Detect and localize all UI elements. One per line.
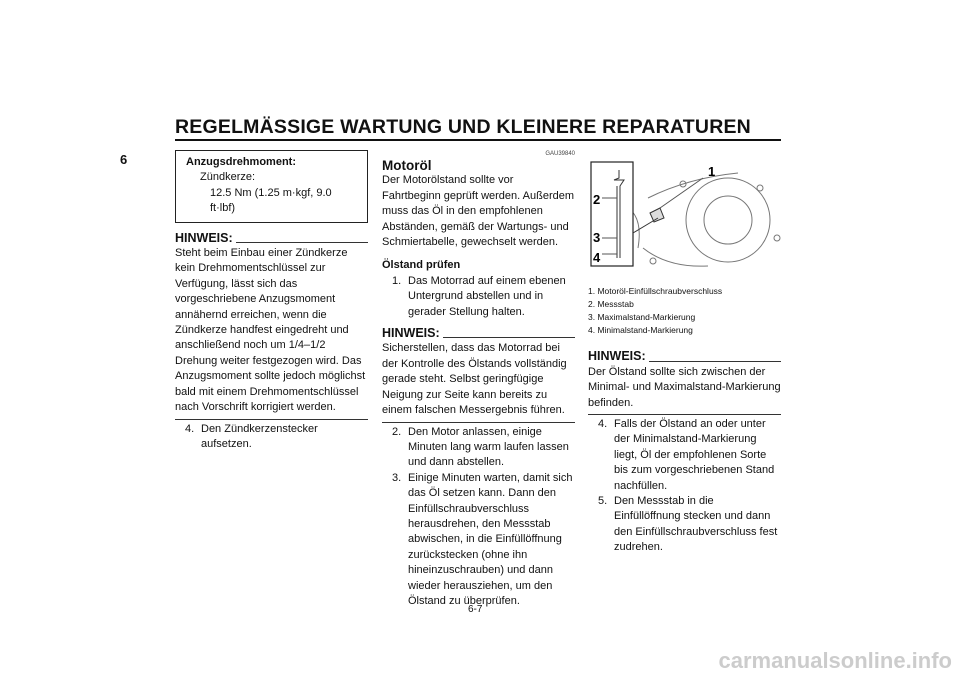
callout-2: 2 — [593, 192, 601, 207]
oil-dipstick-figure — [588, 158, 781, 270]
step-text: Das Motorrad auf einem ebenen Untergrund abstellen und in gerader Stellung halten. — [408, 274, 566, 318]
torque-value: 12.5 Nm (1.25 m·kgf, 9.0 ft·lbf) — [210, 186, 332, 215]
note-text: Der Ölstand sollte sich zwischen der Minimal- und Maximalstand-Markierung befinden. — [588, 365, 781, 409]
column-1 — [175, 150, 368, 452]
note-label: HINWEIS: — [175, 230, 233, 245]
subheading: Ölstand prüfen — [382, 259, 461, 272]
section-heading: Motoröl — [382, 158, 432, 173]
page-number: 6-7 — [468, 604, 483, 615]
divider — [175, 419, 368, 420]
note-heading — [175, 231, 368, 246]
list-item — [382, 471, 575, 610]
step-number: 2. — [392, 425, 402, 438]
list-item — [588, 494, 781, 556]
caption: 2. Messstab — [588, 299, 634, 310]
callout-4: 4 — [593, 250, 601, 265]
torque-heading: Anzugsdrehmoment: — [186, 156, 296, 168]
watermark: carmanualsonline.info — [718, 648, 952, 673]
step-text: Den Zündkerzenstecker aufsetzen. — [201, 422, 318, 450]
list-item — [382, 425, 575, 471]
step-text: Einige Minuten warten, damit sich das Öl setzen kann. Dann den Einfüllschraubverschluss herausdrehen, den Messstab abwischen, in die Einfüllöffnung zurückstecken (ohne ihn hineinzuschrauben) und dann wieder herausziehen, um den Ölstand zu überprüfen. — [408, 471, 573, 607]
figure-captions — [588, 285, 781, 337]
caption: 1. Motoröl-Einfüllschraubverschluss — [588, 286, 723, 297]
torque-item: Zündkerze: — [200, 171, 256, 184]
intro-text: Der Motorölstand sollte vor Fahrtbeginn geprüft werden. Außerdem muss das Öl in den empfohlenen Abständen, gemäß der Wartungs- und Schmiertabelle, gewechselt werden. — [382, 174, 575, 249]
divider — [588, 414, 781, 415]
note-text: Sicherstellen, dass das Motorrad bei der Kontrolle des Ölstands vollständig gerade steht. Selbst geringfügige Neigung zur Seite kann bereits zu einem falschen Messergebnis führen. — [382, 342, 567, 417]
step-number: 3. — [392, 471, 402, 484]
caption: 3. Maximalstand-Markierung — [588, 312, 696, 323]
page-title: REGELMÄSSIGE WARTUNG UND KLEINERE REPARATUREN — [175, 116, 751, 138]
step-number: 5. — [598, 495, 608, 508]
step-number: 4. — [598, 418, 608, 431]
divider — [382, 422, 575, 423]
section-code: GAU39840 — [545, 151, 575, 157]
caption: 4. Minimalstand-Markierung — [588, 325, 693, 336]
chapter-tab: 6 — [120, 152, 128, 167]
callout-3: 3 — [593, 230, 601, 245]
note-heading — [588, 349, 781, 364]
note-text: Steht beim Einbau einer Zündkerze kein Drehmomentschlüssel zur Verfügung, lässt sich das vorgeschriebene Anzugsmoment annähernd erreichen, wenn die Zündkerze handfest eingedreht und anschließend noch um 1/4–1/2 Drehung weiter festgezogen wird. Das Anzugsmoment sollte jedoch möglichst bald mit einem Drehmomentschlüssel nach Vorschrift korrigiert werden. — [175, 247, 366, 414]
torque-box — [175, 150, 368, 223]
callout-1: 1 — [708, 164, 716, 179]
title-rule — [175, 139, 781, 141]
list-item — [175, 422, 368, 453]
note-label: HINWEIS: — [588, 349, 646, 364]
step-text: Falls der Ölstand an oder unter der Minimalstand-Markierung liegt, Öl der empfohlenen Sorte bis zum vorgeschriebenen Stand nachfüllen. — [614, 418, 775, 492]
step-number: 4. — [185, 422, 195, 435]
list-item — [382, 274, 575, 320]
column-2 — [382, 150, 575, 609]
step-text: Den Motor anlassen, einige Minuten lang warm laufen lassen und dann abstellen. — [408, 425, 569, 469]
list-item — [588, 417, 781, 494]
note-label: HINWEIS: — [382, 326, 440, 341]
step-number: 1. — [392, 274, 402, 287]
note-heading — [382, 326, 575, 341]
step-text: Den Messstab in die Einfüllöffnung stecken und dann den Einfüllschraubverschluss fest zudrehen. — [614, 495, 778, 554]
column-3 — [588, 158, 781, 556]
